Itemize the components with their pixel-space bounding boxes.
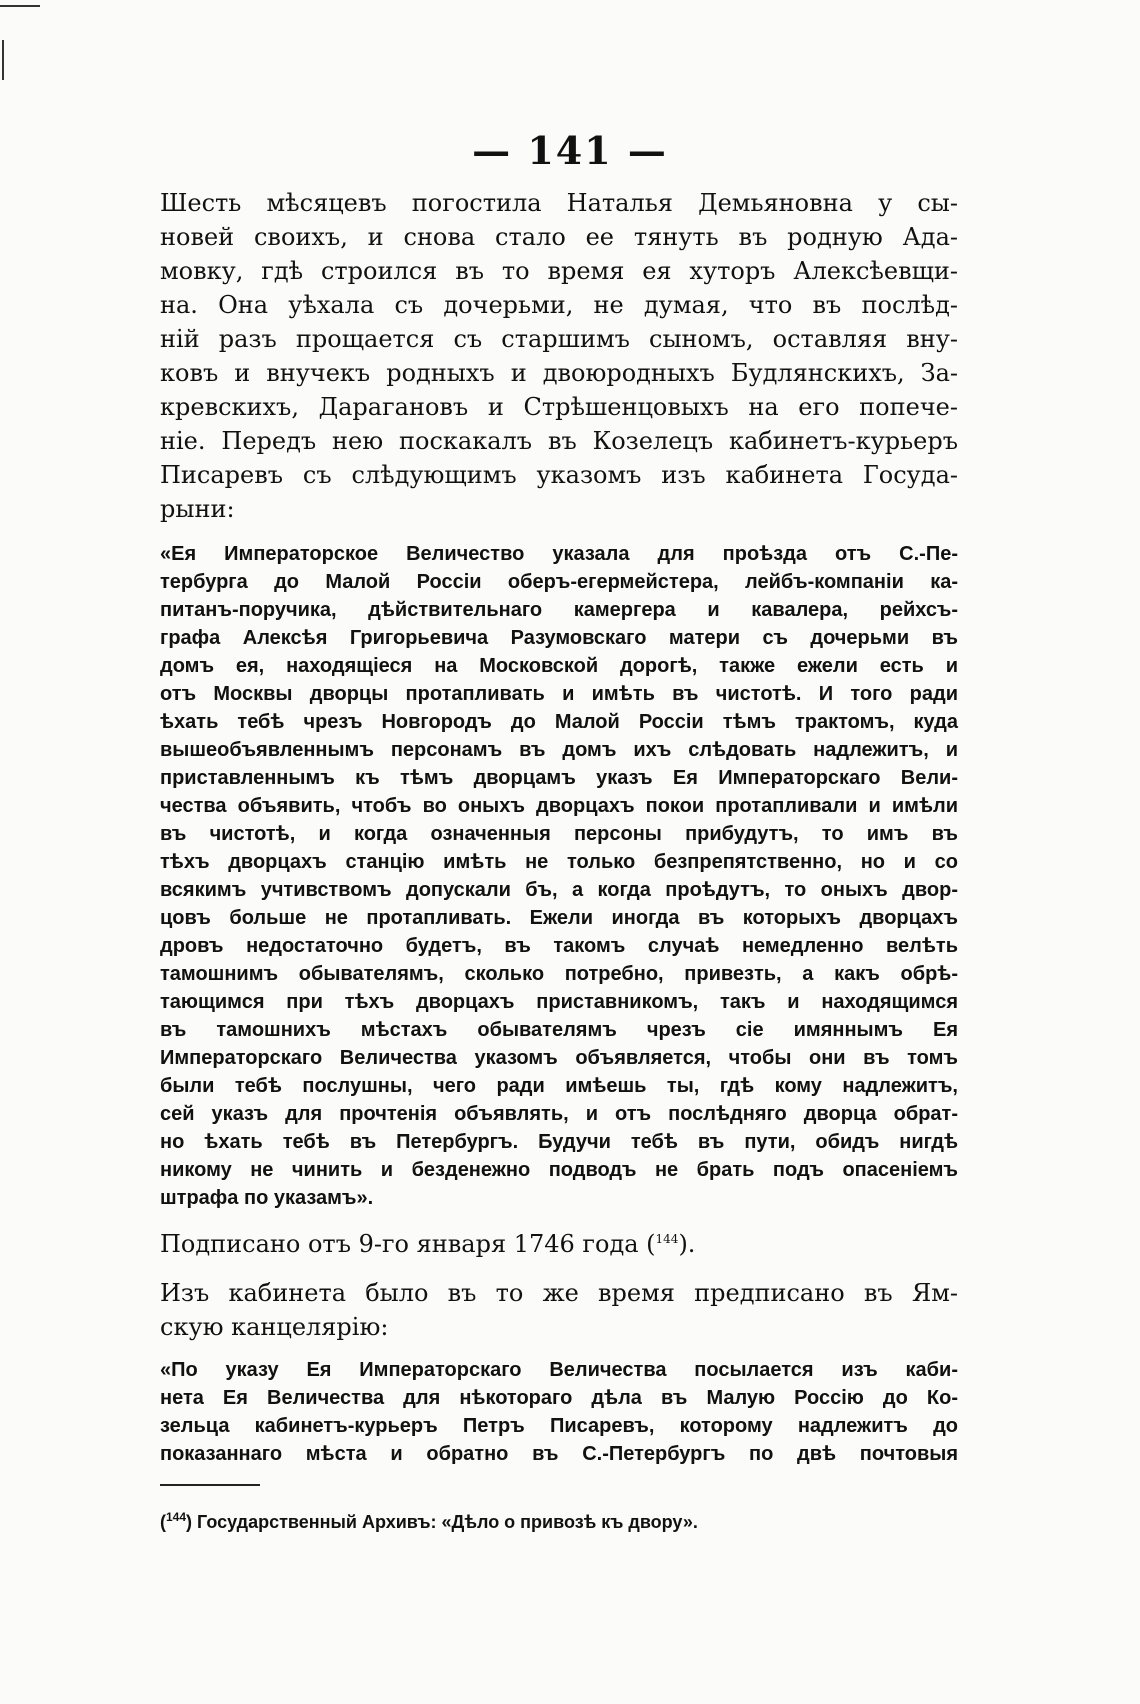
quote-line: тающимся при тѣхъ дворцахъ приставникомъ, такъ и находящимся — [160, 991, 958, 1013]
quote-line: «Ея Императорское Величество указала для проѣзда отъ С.-Пе- — [160, 543, 958, 565]
signed-footnote-ref: 144 — [655, 1232, 679, 1246]
body-line: ній разъ прощается съ старшимъ сыномъ, оставляя вну- — [160, 325, 958, 353]
quote-line: въ тамошнихъ мѣстахъ обывателямъ чрезъ сіе имяннымъ Ея — [160, 1019, 958, 1041]
body-line: на. Она уѣхала съ дочерьми, не думая, что въ послѣд- — [160, 291, 958, 319]
body-line: мовку, гдѣ строился въ то время ея хуторъ Алексѣевщи- — [160, 257, 958, 285]
quote-line: никому не чинить и безденежно подводъ не брать подъ опасеніемъ — [160, 1159, 958, 1181]
quote-line: Императорскаго Величества указомъ объявляется, чтобы они въ томъ — [160, 1047, 958, 1069]
quote-line: ѣхать тебѣ чрезъ Новгородъ до Малой Россіи тѣмъ трактомъ, куда — [160, 711, 958, 733]
quote-line: нета Ея Величества для нѣкотораго дѣла въ Малую Россію до Ко- — [160, 1387, 958, 1409]
quote-line: но ѣхать тебѣ въ Петербургъ. Будучи тебѣ въ пути, обидъ нигдѣ — [160, 1131, 958, 1153]
scan-edge-mark — [2, 40, 4, 80]
body-line: Шесть мѣсяцевъ погостила Наталья Демьяновна у сы- — [160, 189, 958, 217]
quote-line: вышеобъявленнымъ персонамъ въ домъ ихъ слѣдовать надлежитъ, и — [160, 739, 958, 761]
body-line: Писаревъ съ слѣдующимъ указомъ изъ кабинета Госуда- — [160, 461, 958, 489]
quote-line: зельца кабинетъ-курьеръ Петръ Писаревъ, которому надлежитъ до — [160, 1415, 958, 1437]
body-line: рыни: — [160, 495, 235, 523]
quote-line: отъ Москвы дворцы протапливать и имѣть въ чистотѣ. И того ради — [160, 683, 958, 705]
footnote: ($^{144}$) Государственный Архивъ: «Дѣло о привозѣ къ двору». — [160, 1510, 698, 1532]
quote-line: тамошнимъ обывателямъ, сколько потребно, привезть, а какъ обрѣ- — [160, 963, 958, 985]
quote-line: приставленнымъ къ тѣмъ дворцамъ указъ Ея Императорскаго Вели- — [160, 767, 958, 789]
footnote-number: 144 — [166, 1510, 187, 1524]
quote-line: чества объявить, чтобъ во оныхъ дворцахъ покои протапливали и имѣли — [160, 795, 958, 817]
quote-line: дровъ недостаточно будетъ, въ такомъ случаѣ немедленно велѣть — [160, 935, 958, 957]
scan-corner-mark — [0, 5, 40, 7]
quote-line: сей указъ для прочтенія объявлять, и отъ послѣдняго дворца обрат- — [160, 1103, 958, 1125]
signed-close: ). — [678, 1230, 696, 1258]
quote-line: питанъ-поручика, дѣйствительнаго камергера и кавалера, рейхсъ- — [160, 599, 958, 621]
quote-line: цовъ больше не протапливать. Ежели иногда въ которыхъ дворцахъ — [160, 907, 958, 929]
body-line: кревскихъ, Дарагановъ и Стрѣшенцовыхъ на его попече- — [160, 393, 958, 421]
quote-line: тербурга до Малой Россіи оберъ-егермейстера, лейбъ-компаніи ка- — [160, 571, 958, 593]
signed-line — [160, 1222, 958, 1256]
body-line: новей своихъ, и снова стало ее тянуть въ родную Ада- — [160, 223, 958, 251]
body-line: скую канцелярію: — [160, 1313, 389, 1341]
quote-line: штрафа по указамъ». — [160, 1187, 374, 1209]
quote-line: были тебѣ послушны, чего ради имѣешь ты, гдѣ кому надлежитъ, — [160, 1075, 958, 1097]
quote-line: тѣхъ дворцахъ станцію имѣть не только безпрепятственно, но и со — [160, 851, 958, 873]
footnote-divider — [160, 1484, 260, 1486]
footnote-text: ) Государственный Архивъ: «Дѣло о привозѣ къ двору». — [186, 1512, 698, 1532]
page-number: — 141 — — [472, 128, 668, 173]
quote-line: графа Алексѣя Григорьевича Разумовскаго матери съ дочерьми въ — [160, 627, 958, 649]
quote-line: «По указу Ея Императорскаго Величества посылается изъ каби- — [160, 1359, 958, 1381]
quote-line: домъ ея, находящіеся на Московской дорогѣ, также ежели есть и — [160, 655, 958, 677]
body-line: ніе. Передъ нею поскакалъ въ Козелецъ кабинетъ-курьеръ — [160, 427, 958, 455]
quote-line: показаннаго мѣста и обратно въ С.-Петербургъ по двѣ почтовыя — [160, 1443, 958, 1465]
body-line: ковъ и внучекъ родныхъ и двоюродныхъ Будлянскихъ, За- — [160, 359, 958, 387]
quote-line: всякимъ учтивствомъ допускали бъ, а когда проѣдутъ, то оныхъ двор- — [160, 879, 958, 901]
signed-text: Подписано отъ 9-го января 1746 года ( — [160, 1230, 656, 1258]
quote-line: въ чистотѣ, и когда означенныя персоны прибудутъ, то имъ въ — [160, 823, 958, 845]
body-line: Изъ кабинета было въ то же время предписано въ Ям- — [160, 1279, 958, 1307]
